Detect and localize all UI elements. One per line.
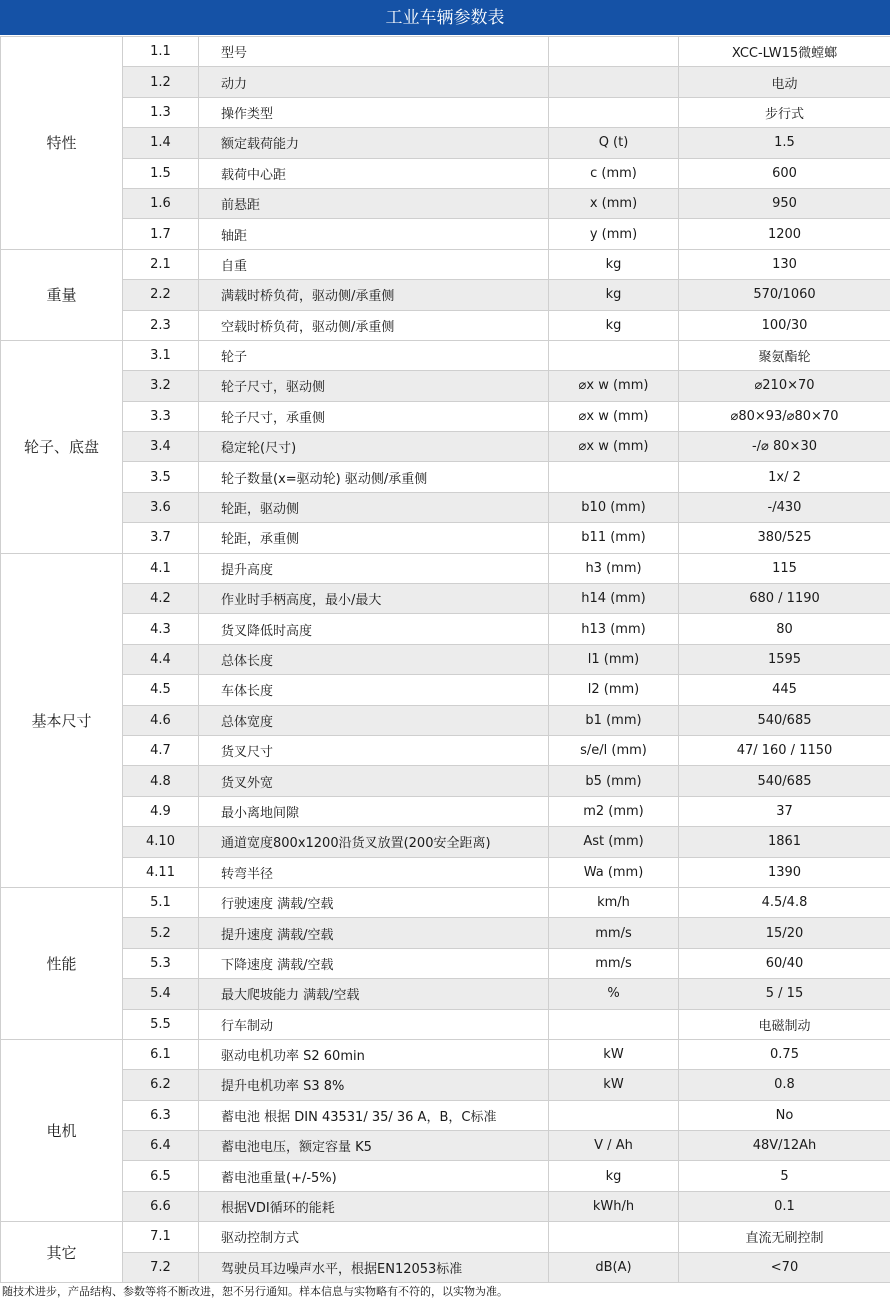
- param-unit: s/e/l (mm): [549, 735, 679, 765]
- param-name: 轮距，承重侧: [199, 523, 549, 553]
- param-value: 1595: [679, 644, 890, 674]
- table-row: [1, 492, 890, 522]
- param-value: No: [679, 1100, 890, 1130]
- param-value: 1861: [679, 827, 890, 857]
- row-number: 1.1: [123, 37, 199, 67]
- row-number: 5.5: [123, 1009, 199, 1039]
- table-row: [1, 462, 890, 492]
- row-number: 3.3: [123, 401, 199, 431]
- param-unit: Q (t): [549, 128, 679, 158]
- table-row: [1, 705, 890, 735]
- row-number: 3.2: [123, 371, 199, 401]
- row-number: 1.2: [123, 67, 199, 97]
- row-number: 2.3: [123, 310, 199, 340]
- param-name: 轮子数量(x=驱动轮) 驱动侧/承重侧: [199, 462, 549, 492]
- table-row: [1, 523, 890, 553]
- param-value: 直流无刷控制: [679, 1222, 890, 1252]
- table-row: [1, 614, 890, 644]
- param-unit: km/h: [549, 887, 679, 917]
- table-row: [1, 553, 890, 583]
- row-number: 6.4: [123, 1131, 199, 1161]
- param-value: 4.5/4.8: [679, 887, 890, 917]
- param-name: 空载时桥负荷，驱动侧/承重侧: [199, 310, 549, 340]
- param-unit: l1 (mm): [549, 644, 679, 674]
- param-value: 445: [679, 675, 890, 705]
- param-unit: ⌀x w (mm): [549, 371, 679, 401]
- param-name: 转弯半径: [199, 857, 549, 887]
- row-number: 6.2: [123, 1070, 199, 1100]
- param-name: 蓄电池 根据 DIN 43531/ 35/ 36 A，B，C标准: [199, 1100, 549, 1130]
- row-number: 4.1: [123, 553, 199, 583]
- param-value: 130: [679, 249, 890, 279]
- param-name: 货叉降低时高度: [199, 614, 549, 644]
- row-number: 7.1: [123, 1222, 199, 1252]
- param-value: 1x/ 2: [679, 462, 890, 492]
- table-row: [1, 401, 890, 431]
- table-row: [1, 796, 890, 826]
- param-value: ⌀210×70: [679, 371, 890, 401]
- row-number: 2.2: [123, 280, 199, 310]
- param-name: 轮子: [199, 340, 549, 370]
- param-unit: mm/s: [549, 918, 679, 948]
- param-name: 稳定轮(尺寸): [199, 432, 549, 462]
- row-number: 1.4: [123, 128, 199, 158]
- param-unit: b10 (mm): [549, 492, 679, 522]
- param-name: 车体长度: [199, 675, 549, 705]
- param-value: <70: [679, 1252, 890, 1282]
- param-value: -/⌀ 80×30: [679, 432, 890, 462]
- table-row: [1, 979, 890, 1009]
- param-name: 型号: [199, 37, 549, 67]
- row-number: 3.6: [123, 492, 199, 522]
- param-name: 蓄电池重量(+/-5%): [199, 1161, 549, 1191]
- param-value: 80: [679, 614, 890, 644]
- row-number: 5.1: [123, 887, 199, 917]
- row-number: 5.4: [123, 979, 199, 1009]
- param-name: 驾驶员耳边噪声水平，根据EN12053标准: [199, 1252, 549, 1282]
- table-row: [1, 249, 890, 279]
- row-number: 6.6: [123, 1191, 199, 1221]
- param-name: 载荷中心距: [199, 158, 549, 188]
- table-row: [1, 1252, 890, 1282]
- table-row: [1, 887, 890, 917]
- table-row: [1, 918, 890, 948]
- row-number: 1.7: [123, 219, 199, 249]
- param-value: ⌀80×93/⌀80×70: [679, 401, 890, 431]
- param-value: 电磁制动: [679, 1009, 890, 1039]
- row-number: 3.7: [123, 523, 199, 553]
- param-unit: h13 (mm): [549, 614, 679, 644]
- param-unit: [549, 1222, 679, 1252]
- param-unit: ⌀x w (mm): [549, 401, 679, 431]
- param-unit: b1 (mm): [549, 705, 679, 735]
- group-label: 轮子、底盘: [1, 340, 123, 553]
- param-unit: V / Ah: [549, 1131, 679, 1161]
- param-unit: y (mm): [549, 219, 679, 249]
- row-number: 6.3: [123, 1100, 199, 1130]
- group-label: 电机: [1, 1039, 123, 1221]
- table-row: [1, 827, 890, 857]
- param-unit: kW: [549, 1070, 679, 1100]
- table-row: [1, 1191, 890, 1221]
- param-value: 380/525: [679, 523, 890, 553]
- row-number: 4.8: [123, 766, 199, 796]
- param-unit: c (mm): [549, 158, 679, 188]
- param-name: 轴距: [199, 219, 549, 249]
- param-name: 最小离地间隙: [199, 796, 549, 826]
- param-name: 最大爬坡能力 满载/空载: [199, 979, 549, 1009]
- row-number: 6.1: [123, 1039, 199, 1069]
- table-title: 工业车辆参数表: [0, 0, 890, 36]
- param-unit: kg: [549, 310, 679, 340]
- group-label: 重量: [1, 249, 123, 340]
- row-number: 3.5: [123, 462, 199, 492]
- row-number: 3.4: [123, 432, 199, 462]
- table-row: [1, 857, 890, 887]
- row-number: 1.6: [123, 188, 199, 218]
- param-value: 680 / 1190: [679, 584, 890, 614]
- param-value: 1390: [679, 857, 890, 887]
- param-name: 总体长度: [199, 644, 549, 674]
- param-name: 行驶速度 满载/空载: [199, 887, 549, 917]
- param-value: 600: [679, 158, 890, 188]
- param-unit: l2 (mm): [549, 675, 679, 705]
- param-value: 37: [679, 796, 890, 826]
- param-value: 48V/12Ah: [679, 1131, 890, 1161]
- table-row: [1, 1009, 890, 1039]
- param-name: 轮子尺寸，驱动侧: [199, 371, 549, 401]
- param-value: 1.5: [679, 128, 890, 158]
- param-name: 驱动控制方式: [199, 1222, 549, 1252]
- param-name: 操作类型: [199, 97, 549, 127]
- param-unit: Wa (mm): [549, 857, 679, 887]
- table-row: [1, 310, 890, 340]
- row-number: 4.6: [123, 705, 199, 735]
- table-row: [1, 584, 890, 614]
- param-name: 提升电机功率 S3 8%: [199, 1070, 549, 1100]
- param-unit: kW: [549, 1039, 679, 1069]
- table-row: [1, 1222, 890, 1252]
- table-row: [1, 37, 890, 67]
- group-label: 其它: [1, 1222, 123, 1283]
- row-number: 2.1: [123, 249, 199, 279]
- row-number: 4.5: [123, 675, 199, 705]
- table-row: [1, 128, 890, 158]
- param-unit: [549, 37, 679, 67]
- param-name: 轮距，驱动侧: [199, 492, 549, 522]
- param-value: XCC-LW15微螳螂: [679, 37, 890, 67]
- param-value: 950: [679, 188, 890, 218]
- table-row: [1, 1100, 890, 1130]
- param-unit: [549, 1009, 679, 1039]
- table-row: [1, 280, 890, 310]
- table-row: [1, 67, 890, 97]
- param-name: 满载时桥负荷，驱动侧/承重侧: [199, 280, 549, 310]
- param-name: 提升速度 满载/空载: [199, 918, 549, 948]
- row-number: 4.4: [123, 644, 199, 674]
- param-value: 电动: [679, 67, 890, 97]
- table-row: [1, 371, 890, 401]
- table-row: [1, 188, 890, 218]
- param-value: 5 / 15: [679, 979, 890, 1009]
- param-name: 行车制动: [199, 1009, 549, 1039]
- param-name: 驱动电机功率 S2 60min: [199, 1039, 549, 1069]
- group-label: 基本尺寸: [1, 553, 123, 887]
- table-row: [1, 735, 890, 765]
- param-value: 570/1060: [679, 280, 890, 310]
- param-value: 步行式: [679, 97, 890, 127]
- param-value: 47/ 160 / 1150: [679, 735, 890, 765]
- param-value: 540/685: [679, 766, 890, 796]
- param-unit: [549, 97, 679, 127]
- param-unit: h14 (mm): [549, 584, 679, 614]
- param-value: 60/40: [679, 948, 890, 978]
- table-row: [1, 1131, 890, 1161]
- param-value: 5: [679, 1161, 890, 1191]
- table-row: [1, 644, 890, 674]
- param-unit: [549, 1100, 679, 1130]
- table-row: [1, 1070, 890, 1100]
- table-row: [1, 1039, 890, 1069]
- param-value: -/430: [679, 492, 890, 522]
- row-number: 4.9: [123, 796, 199, 826]
- table-row: [1, 432, 890, 462]
- param-value: 540/685: [679, 705, 890, 735]
- param-unit: ⌀x w (mm): [549, 432, 679, 462]
- param-value: 聚氨酯轮: [679, 340, 890, 370]
- group-label: 性能: [1, 887, 123, 1039]
- row-number: 4.11: [123, 857, 199, 887]
- row-number: 1.5: [123, 158, 199, 188]
- param-unit: %: [549, 979, 679, 1009]
- param-name: 提升高度: [199, 553, 549, 583]
- param-unit: kg: [549, 1161, 679, 1191]
- table-row: [1, 675, 890, 705]
- row-number: 3.1: [123, 340, 199, 370]
- param-name: 通道宽度800x1200沿货叉放置(200安全距离): [199, 827, 549, 857]
- row-number: 4.10: [123, 827, 199, 857]
- param-unit: kg: [549, 249, 679, 279]
- param-value: 15/20: [679, 918, 890, 948]
- param-value: 100/30: [679, 310, 890, 340]
- table-row: [1, 340, 890, 370]
- param-unit: [549, 462, 679, 492]
- param-name: 自重: [199, 249, 549, 279]
- param-name: 根据VDI循环的能耗: [199, 1191, 549, 1221]
- param-value: 0.8: [679, 1070, 890, 1100]
- param-unit: x (mm): [549, 188, 679, 218]
- row-number: 4.3: [123, 614, 199, 644]
- row-number: 5.2: [123, 918, 199, 948]
- row-number: 4.2: [123, 584, 199, 614]
- row-number: 1.3: [123, 97, 199, 127]
- param-unit: h3 (mm): [549, 553, 679, 583]
- param-unit: b11 (mm): [549, 523, 679, 553]
- param-name: 总体宽度: [199, 705, 549, 735]
- param-unit: [549, 67, 679, 97]
- param-name: 货叉外宽: [199, 766, 549, 796]
- row-number: 4.7: [123, 735, 199, 765]
- param-name: 作业时手柄高度，最小/最大: [199, 584, 549, 614]
- param-name: 轮子尺寸，承重侧: [199, 401, 549, 431]
- param-name: 货叉尺寸: [199, 735, 549, 765]
- param-name: 蓄电池电压，额定容量 K5: [199, 1131, 549, 1161]
- spec-table: [0, 36, 890, 1283]
- param-unit: mm/s: [549, 948, 679, 978]
- param-value: 1200: [679, 219, 890, 249]
- row-number: 5.3: [123, 948, 199, 978]
- param-value: 0.1: [679, 1191, 890, 1221]
- param-value: 0.75: [679, 1039, 890, 1069]
- param-unit: kWh/h: [549, 1191, 679, 1221]
- table-row: [1, 158, 890, 188]
- table-row: [1, 766, 890, 796]
- row-number: 7.2: [123, 1252, 199, 1282]
- param-name: 动力: [199, 67, 549, 97]
- row-number: 6.5: [123, 1161, 199, 1191]
- table-row: [1, 97, 890, 127]
- table-row: [1, 948, 890, 978]
- param-name: 额定载荷能力: [199, 128, 549, 158]
- table-row: [1, 1161, 890, 1191]
- param-unit: kg: [549, 280, 679, 310]
- param-name: 下降速度 满载/空载: [199, 948, 549, 978]
- param-unit: dB(A): [549, 1252, 679, 1282]
- param-unit: m2 (mm): [549, 796, 679, 826]
- param-unit: b5 (mm): [549, 766, 679, 796]
- param-value: 115: [679, 553, 890, 583]
- footer-note: 随技术进步，产品结构、参数等将不断改进，恕不另行通知。样本信息与实物略有不符的，以实物为准。: [2, 1285, 508, 1299]
- param-unit: Ast (mm): [549, 827, 679, 857]
- group-label: 特性: [1, 37, 123, 250]
- table-row: [1, 219, 890, 249]
- param-unit: [549, 340, 679, 370]
- param-name: 前悬距: [199, 188, 549, 218]
